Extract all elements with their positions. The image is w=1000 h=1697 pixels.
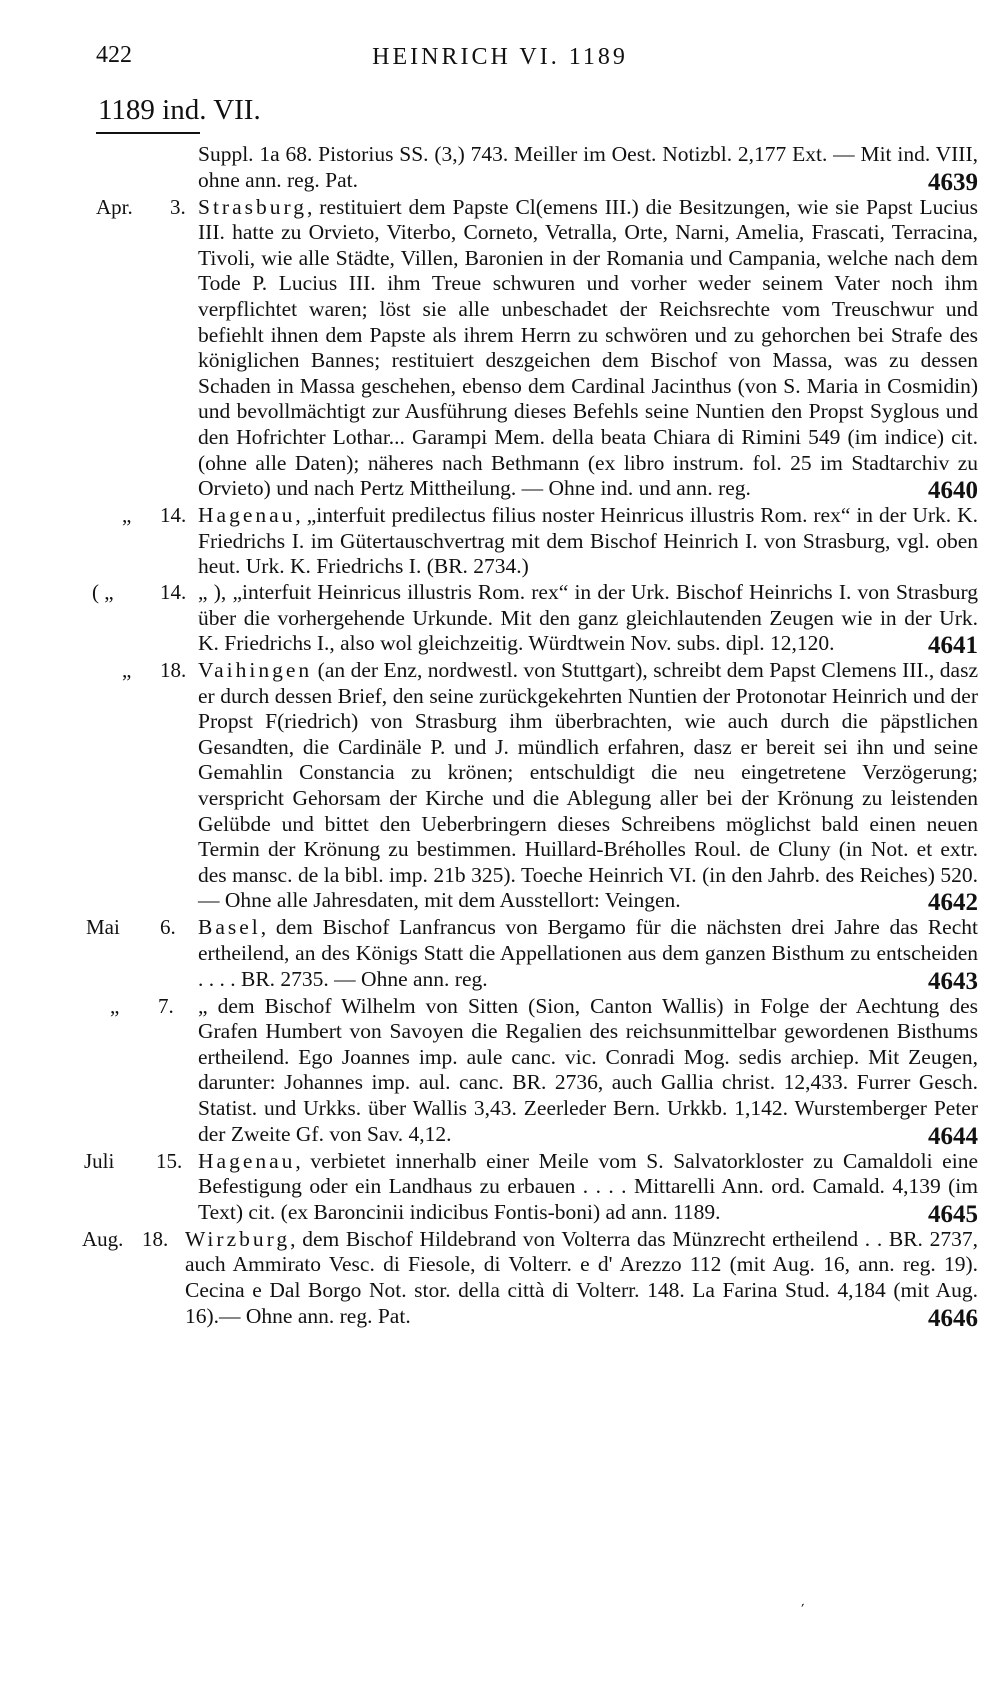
entry-text bbox=[198, 579, 978, 660]
regest-number: 4639 bbox=[928, 168, 978, 196]
entry-day: 3. bbox=[170, 194, 186, 219]
year-heading: 1189 ind. VII. bbox=[98, 94, 261, 126]
entry-month: Aug. bbox=[82, 1226, 124, 1251]
regest-number: 4640 bbox=[928, 477, 978, 505]
entry-place: Wirzburg bbox=[185, 1226, 291, 1251]
regest-entry bbox=[0, 915, 1000, 993]
regest-entry bbox=[0, 142, 1000, 195]
entry-day: 6. bbox=[160, 915, 176, 940]
entry-text bbox=[198, 503, 978, 580]
entry-day: 18. bbox=[160, 658, 187, 683]
entry-place: Hagenau bbox=[198, 1148, 296, 1173]
entry-body: , „interfuit predilectus filius noster Heinricus illustris Rom. rex“ in der Urk. K. Friedrichs I. im Gütertauschvertrag mit dem Bischof Heinrich I. von Strasburg, vgl. oben heut. Urk. K. Friedrichs I. (BR. 2734.) bbox=[198, 503, 978, 579]
entry-month: „ bbox=[110, 993, 120, 1018]
entry-body: Suppl. 1a 68. Pistorius SS. (3,) 743. Meiller im Oest. Notizbl. 2,177 Ext. — Mit ind. VIII, ohne ann. reg. Pat. bbox=[198, 142, 978, 192]
regest-number: 4641 bbox=[928, 632, 978, 660]
regest-entry bbox=[0, 1149, 1000, 1227]
entry-day: 18. bbox=[142, 1226, 169, 1251]
regest-entry bbox=[0, 503, 1000, 580]
entry-body: „ dem Bischof Wilhelm von Sitten (Sion, Canton Wallis) in Folge der Aechtung des Grafen Humbert von Savoyen die Regalien des reichsunmittelbar gewordenen Bisthums ertheilend. Ego Joannes imp. aule canc. vic. Conradi Mog. sedis archiep. Mit Zeugen, darunter: Johannes imp. aul. canc. BR. 2736, auch Gallia christ. 12,433. Furrer Gesch. Statist. und Urkks. über Wallis 3,43. Zeerleder Bern. Urkkb. 1,142. Wurstemberger Peter der Zweite Gf. von Sav. 4,12. bbox=[198, 993, 978, 1146]
entry-day: 14. bbox=[160, 579, 187, 604]
entry-body: , dem Bischof Lanfrancus von Bergamo für die nächsten drei Jahre das Recht ertheilend, an des Königs Statt die Appellationen aus dem ganzen Bisthum zu entscheiden . . . . BR. 2735. — Ohne ann. reg. bbox=[198, 915, 978, 991]
regest-number: 4644 bbox=[928, 1122, 978, 1150]
regest-entry bbox=[0, 658, 1000, 915]
entry-text bbox=[198, 142, 978, 196]
entry-month: Apr. bbox=[96, 194, 133, 219]
entry-month: Mai bbox=[86, 915, 120, 940]
stray-mark: ˊ bbox=[799, 1601, 810, 1620]
entry-day: 14. bbox=[160, 503, 187, 528]
regesta-entries bbox=[0, 142, 1000, 1331]
entry-text bbox=[198, 994, 978, 1148]
entry-body: , restituiert dem Papste Cl(emens III.) die Besitzungen, wie sie Papst Lucius III. hatte zu Orvieto, Viterbo, Corneto, Vetralla, Orte, Narni, Amelia, Frascati, Terracina, Tivoli, wie alle Städte, Villen, Baronien in der Romania und Campania, welche nach dem Tode P. Lucius III. ihm Treue schwuren und vorher weder seinem Vater noch ihm verpflichtet waren; löst sie alle unbeschadet der Reichsrechte vom Treuschwur und befiehlt ihnen dem Papste als ihrem Herrn zu schwören und zu gehorchen bei Strafe des königlichen Bannes; restituiert deszgeichen dem Bischof von Massa, was zu dessen Schaden in Massa geschehen, ebenso dem Cardinal Jacinthus (von S. Maria in Cosmidin) und bevollmächtigt zur Ausführung dieses Befehls seine Nuntien den Propst Syglous und den Hofrichter Lothar... Garampi Mem. della beata Chiara di Rimini 549 (im indice) cit. (ohne alle Daten); näheres nach Bethmann (ex libro instrum. fol. 25 im Stadtarchiv zu Orvieto) und nach Pertz Mittheilung. — Ohne ind. und ann. reg. bbox=[198, 194, 978, 501]
regest-number: 4642 bbox=[928, 889, 978, 917]
year-heading-rule bbox=[96, 132, 200, 134]
page-number: 422 bbox=[96, 42, 132, 68]
entry-place: Hagenau bbox=[198, 503, 296, 528]
entry-text bbox=[198, 915, 978, 995]
entry-body: „ ), „interfuit Heinricus illustris Rom. rex“ in der Urk. Bischof Heinrichs I. von Strasburg über die vorhergehende Urkunde. Mit den ganz gleichlautenden Zeugen wie in der Urk. K. Friedrichs I., also wol gleichzeitig. Würdtwein Nov. subs. dipl. 12,120. bbox=[198, 579, 978, 656]
entry-text bbox=[198, 194, 978, 505]
regest-entry bbox=[0, 994, 1000, 1149]
entry-day: 7. bbox=[158, 993, 174, 1018]
entry-day: 15. bbox=[156, 1148, 183, 1173]
regest-number: 4645 bbox=[928, 1200, 978, 1228]
running-title: HEINRICH VI. 1189 bbox=[372, 44, 628, 70]
entry-body: , dem Bischof Hildebrand von Volterra das Münzrecht ertheilend . . BR. 2737, auch Ammirato Vesc. di Fiesole, di Volterr. e d' Arezzo 112 (mit Aug. 16, ann. reg. 19). Cecina e Dal Borgo Not. stor. della città di Volterr. 148. La Farina Stud. 4,184 (mit Aug. 16).— Ohne ann. reg. Pat. bbox=[185, 1226, 978, 1328]
regest-number: 4646 bbox=[928, 1304, 978, 1332]
entry-place: Strasburg bbox=[198, 194, 308, 219]
entry-text bbox=[198, 1149, 978, 1226]
entry-text bbox=[185, 1226, 978, 1332]
entry-month: „ bbox=[122, 658, 132, 683]
entry-body: , verbietet innerhalb einer Meile vom S. Salvatorkloster zu Camaldoli eine Befestigung oder ein Landhaus zu erbauen . . . . Mittarelli Ann. ord. Camald. 4,139 (im Text) cit. (ex Baroncinii indicibus Fontis-boni) ad ann. 1189. bbox=[198, 1148, 978, 1224]
regest-entry bbox=[0, 195, 1000, 504]
regest-entry bbox=[0, 1227, 1000, 1331]
entry-month: Juli bbox=[84, 1148, 115, 1173]
entry-text bbox=[198, 658, 978, 917]
regest-number: 4643 bbox=[928, 967, 978, 995]
entry-place: Basel bbox=[198, 915, 261, 940]
entry-place: Vaihingen bbox=[198, 658, 313, 683]
entry-month: „ bbox=[122, 503, 132, 528]
regest-entry bbox=[0, 580, 1000, 658]
entry-month: ( „ bbox=[92, 579, 114, 604]
entry-body: (an der Enz, nordwestl. von Stuttgart), schreibt dem Papst Clemens III., dasz er durch dessen Brief, den seine zurückgekehrten Nuntien der Protonotar Heinrich und der Propst F(riedrich) von Strasburg ihm überbrachten, wie auch durch die päpstlichen Gesandten, die Cardinäle P. und J. mündlich erfahren, dasz er bereit sei ihn und seine Gemahlin Constancia zu krönen; entschuldigt die neu eingetretene Verzögerung; verspricht Gehorsam der Kirche und die Ablegung aller bei der Krönung zu leistenden Gelübde und bittet den Ueberbringern dieses Schreibens möglichst bald einen neuen Termin der Krönung zu bestimmen. Huillard-Bréholles Roul. de Cluny (in Not. et extr. des mansc. de la bibl. imp. 21b 325). Toeche Heinrich VI. (in den Jahrb. des Reiches) 520. — Ohne alle Jahresdaten, mit dem Ausstellort: Veingen. bbox=[198, 658, 978, 913]
